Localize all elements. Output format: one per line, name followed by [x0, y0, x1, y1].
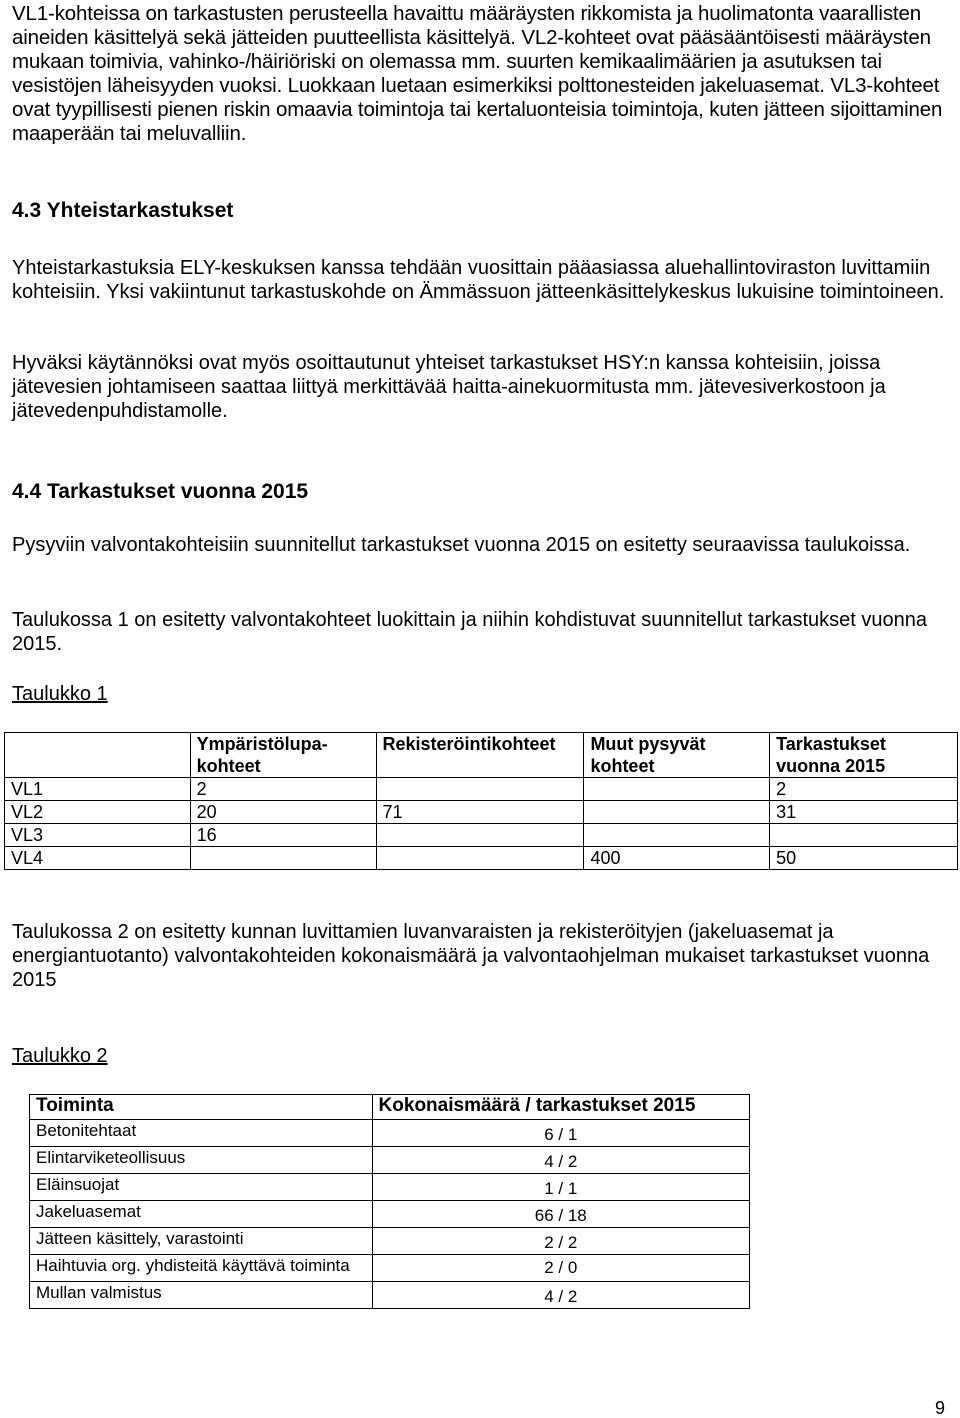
table1-header-cell: Tarkastukset vuonna 2015: [770, 733, 958, 778]
table2-cell: Haihtuvia org. yhdisteitä käyttävä toiminta: [30, 1255, 373, 1282]
table2-cell: Jakeluasemat: [30, 1201, 373, 1228]
page-number: 9: [935, 1398, 946, 1418]
paragraph-risk-classes: VL1-kohteissa on tarkastusten perusteella havaittu määräysten rikkomista ja huolimatonta vaarallisten aineiden käsittelyä sekä jätteiden puutteellista käsittelyä. VL2-kohteet ovat pääsääntöisesti määräysten mukaan toimivia, vahinko-/häiriöriski on olemassa mm. suurten kemikaalimäärien ja asutuksen tai vesistöjen läheisyyden vuoksi. Luokkaan luetaan esimerkiksi polttonesteiden jakeluasemat. VL3-kohteet ovat tyypillisesti pienen riskin omaavia toimintoja tai kertaluonteisia toimintoja, kuten jätteen sijoittaminen maaperään tai meluvalliin.: [12, 2, 943, 145]
table1-header-cell: Rekisteröintikohteet: [376, 733, 584, 778]
table1-cell: [376, 824, 584, 847]
table-row: [30, 1174, 750, 1201]
table1-cell: VL4: [5, 847, 191, 870]
table1-cell: 31: [770, 801, 958, 824]
table1-header-cell: [5, 733, 191, 778]
table2-cell: Betonitehtaat: [30, 1120, 373, 1147]
table1-cell: 16: [190, 824, 376, 847]
table1-cell: [376, 778, 584, 801]
table-row: [30, 1147, 750, 1174]
table-row: [5, 801, 958, 824]
table1-cell: 20: [190, 801, 376, 824]
paragraph-table1-intro: Taulukossa 1 on esitetty valvontakohteet luokittain ja niihin kohdistuvat suunnitellut tarkastukset vuonna 2015.: [12, 609, 927, 655]
table1-cell: 50: [770, 847, 958, 870]
paragraph-table2-intro: Taulukossa 2 on esitetty kunnan luvittamien luvanvaraisten ja rekisteröityjen (jakeluasemat ja energiantuotanto) valvontakohteiden kokonaismäärä ja valvontaohjelman mukaiset tarkastukset vuonna 2015: [12, 921, 930, 991]
table-row: [30, 1282, 750, 1309]
paragraph-planned-inspections: Pysyviin valvontakohteisiin suunnitellut tarkastukset vuonna 2015 on esitetty seuraavissa taulukoissa.: [12, 534, 911, 556]
table2-cell: 66 / 18: [372, 1201, 749, 1228]
table2-cell: Elintarviketeollisuus: [30, 1147, 373, 1174]
table1-header-cell: Ympäristölupa-kohteet: [190, 733, 376, 778]
table1-header-cell: Muut pysyvät kohteet: [584, 733, 770, 778]
table1-cell: [584, 824, 770, 847]
table-row: [30, 1255, 750, 1282]
table-row: [30, 1228, 750, 1255]
table-2: [29, 1094, 750, 1309]
table2-header-row: [30, 1095, 750, 1120]
table1-cell: VL3: [5, 824, 191, 847]
table-row: [5, 778, 958, 801]
table1-cell: 2: [770, 778, 958, 801]
table-row: [5, 824, 958, 847]
table1-caption: Taulukko 1: [12, 683, 108, 705]
table2-cell: 4 / 2: [372, 1147, 749, 1174]
table1-cell: VL2: [5, 801, 191, 824]
table2-cell: Jätteen käsittely, varastointi: [30, 1228, 373, 1255]
table2-cell: Mullan valmistus: [30, 1282, 373, 1309]
paragraph-joint-inspections: Yhteistarkastuksia ELY-keskuksen kanssa tehdään vuosittain pääasiassa aluehallintoviraston luvittamiin kohteisiin. Yksi vakiintunut tarkastuskohde on Ämmässuon jätteenkäsittelykeskus lukuisine toimintoineen.: [12, 257, 945, 303]
heading-4-4: 4.4 Tarkastukset vuonna 2015: [12, 480, 309, 503]
table1-cell: [376, 847, 584, 870]
table2-cell: 6 / 1: [372, 1120, 749, 1147]
table2-cell: 2 / 2: [372, 1228, 749, 1255]
table1-cell: [584, 801, 770, 824]
table1-cell: VL1: [5, 778, 191, 801]
table2-header-cell: Kokonaismäärä / tarkastukset 2015: [372, 1095, 749, 1120]
paragraph-hsy-inspections: Hyväksi käytännöksi ovat myös osoittautunut yhteiset tarkastukset HSY:n kanssa kohteisiin, joissa jätevesien johtamiseen saattaa liittyä merkittävää haitta-ainekuormitusta mm. jätevesiverkostoon ja jätevedenpuhdistamolle.: [12, 352, 886, 422]
table-row: [30, 1120, 750, 1147]
table1-cell: 400: [584, 847, 770, 870]
table2-cell: 1 / 1: [372, 1174, 749, 1201]
table1-cell: 2: [190, 778, 376, 801]
table-1: [4, 732, 958, 870]
table2-header-cell: Toiminta: [30, 1095, 373, 1120]
table1-cell: [584, 778, 770, 801]
table1-header-row: [5, 733, 958, 778]
table2-caption: Taulukko 2: [12, 1045, 108, 1067]
table2-cell: Eläinsuojat: [30, 1174, 373, 1201]
table1-cell: 71: [376, 801, 584, 824]
table1-cell: [770, 824, 958, 847]
table-row: [30, 1201, 750, 1228]
table2-cell: 2 / 0: [372, 1255, 749, 1282]
table2-cell: 4 / 2: [372, 1282, 749, 1309]
table1-cell: [190, 847, 376, 870]
heading-4-3: 4.3 Yhteistarkastukset: [12, 199, 234, 222]
table-row: [5, 847, 958, 870]
